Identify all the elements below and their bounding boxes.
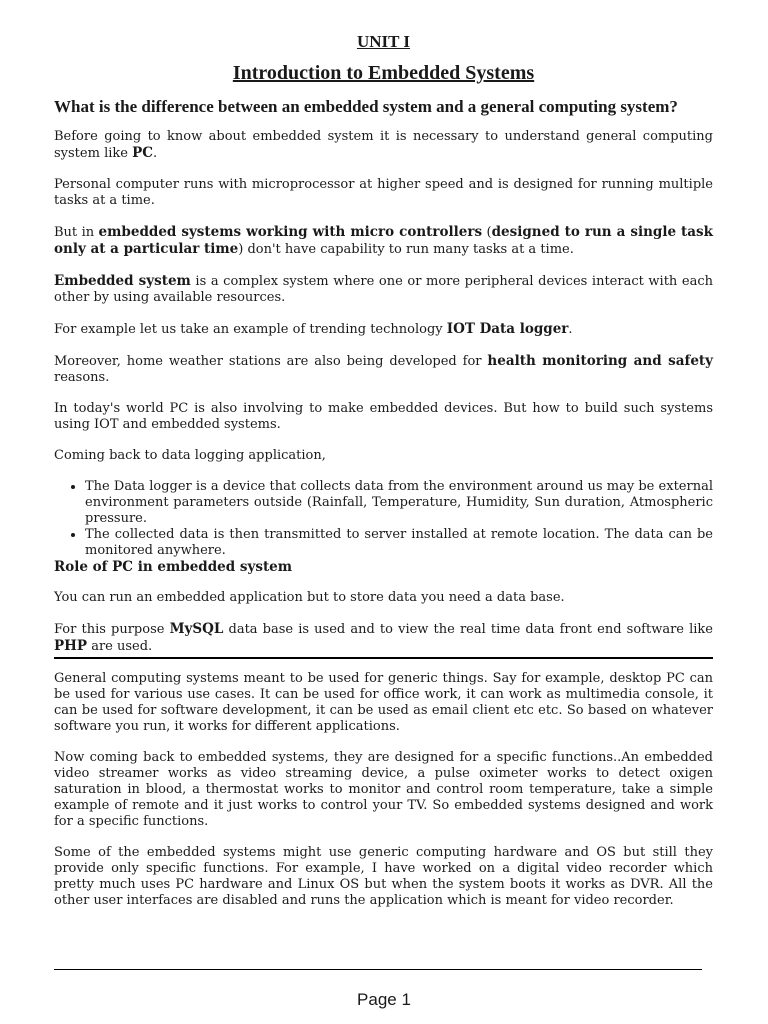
list-item: • The Data logger is a device that collects data from the environment around us may be external environment parameters outside (Rainfall, Temperature, Humidity, Sun duration, Atmospheric pressure. xyxy=(85,479,713,527)
question-heading: What is the difference between an embedded system and a general computing system? xyxy=(54,97,678,116)
paragraph-1: Before going to know about embedded system it is necessary to understand general computing system like PC. xyxy=(54,129,713,161)
paragraph-10: For this purpose MySQL data base is used and to view the real time data front end software like PHP are used. xyxy=(54,621,713,654)
paragraph-13: Some of the embedded systems might use generic computing hardware and OS but still they provide only specific functions. For example, I have worked on a digital video recorder which pretty much uses PC hardware and Linux OS but when the system boots it works as DVR. All the other user interfaces are disabled and runs the application which is meant for video recorder. xyxy=(54,845,713,908)
paragraph-7: In today's world PC is also involving to make embedded devices. But how to build such systems using IOT and embedded systems. xyxy=(54,401,713,432)
paragraph-11: General computing systems meant to be used for generic things. Say for example, desktop PC can be used for various use cases. It can be used for office work, it can work as multimedia console, it can be used for software development, it can be used as email client etc etc. So based on whatever software you run, it works for different applications. xyxy=(54,671,713,734)
bullet-list xyxy=(54,479,713,559)
footer-divider xyxy=(54,969,702,970)
paragraph-12: Now coming back to embedded systems, they are designed for a specific functions..An embedded video streamer works as video streaming device, a pulse oximeter works to detect oxigen saturation in blood, a thermostat works to monitor and control room temperature, take a simple example of remote and it just works to control your TV. So embedded systems designed and work for a specific functions. xyxy=(54,750,713,829)
list-item: • The collected data is then transmitted to server installed at remote location. The data can be monitored anywhere. xyxy=(85,527,713,559)
paragraph-9: You can run an embedded application but to store data you need a data base. xyxy=(54,590,565,605)
paragraph-6: Moreover, home weather stations are also being developed for health monitoring and safety reasons. xyxy=(54,353,713,385)
paragraph-5: For example let us take an example of trending technology IOT Data logger. xyxy=(54,321,573,337)
paragraph-8: Coming back to data logging application, xyxy=(54,448,326,463)
paragraph-4: Embedded system is a complex system where one or more peripheral devices interact with each other by using available resources. xyxy=(54,273,713,305)
paragraph-3: But in embedded systems working with micro controllers (designed to run a single task only at a particular time) don't have capability to run many tasks at a time. xyxy=(54,224,713,257)
section-heading-role-of-pc: Role of PC in embedded system xyxy=(54,559,293,575)
page-number: Page 1 xyxy=(357,990,411,1009)
page-title: Introduction to Embedded Systems xyxy=(232,62,535,84)
document-page xyxy=(54,30,713,924)
paragraph-2: Personal computer runs with microprocessor at higher speed and is designed for running multiple tasks at a time. xyxy=(54,177,713,208)
unit-heading: UNIT I xyxy=(356,32,411,51)
section-divider xyxy=(54,657,713,659)
